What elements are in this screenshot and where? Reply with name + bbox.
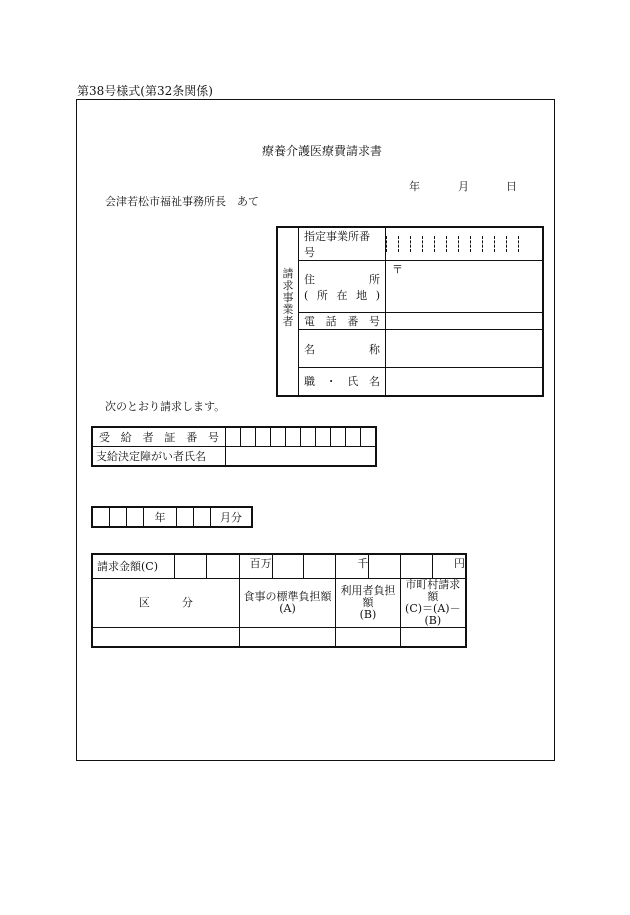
recipient-id-digit[interactable] <box>346 427 361 447</box>
period-year-label: 年 <box>144 507 177 527</box>
recipient-id-digit[interactable] <box>256 427 271 447</box>
address-field[interactable] <box>386 261 544 313</box>
amount-digit[interactable] <box>207 554 240 578</box>
amount-table <box>91 553 467 648</box>
recipient-id-label: 受給者証番号 <box>92 427 226 447</box>
year-digit[interactable] <box>127 507 144 527</box>
amount-digit[interactable] <box>369 554 400 578</box>
recipient-name-field[interactable] <box>226 447 377 467</box>
amount-digit[interactable] <box>303 554 335 578</box>
date-day-label: 日 <box>506 180 517 193</box>
recipient-id-digit[interactable] <box>331 427 346 447</box>
address-label: 住所 (所在地) <box>299 261 386 313</box>
user-burden-cell[interactable] <box>336 627 400 647</box>
office-number-label: 指定事業所番号 <box>299 227 386 261</box>
date-year-label: 年 <box>409 180 420 193</box>
recipient-id-digit[interactable] <box>361 427 377 447</box>
col-municipal-claim: 市町村請求額 (C)＝(A)－(B) <box>400 578 466 627</box>
period-month-label: 月分 <box>211 507 253 527</box>
billing-period-box <box>91 506 253 528</box>
recipient-id-digit[interactable] <box>271 427 286 447</box>
recipient-id-digit[interactable] <box>241 427 256 447</box>
name-field[interactable] <box>386 330 544 368</box>
amount-digit[interactable] <box>400 554 432 578</box>
requester-vertical-label: 請求事業者 <box>277 227 299 396</box>
recipient-id-digit[interactable] <box>301 427 316 447</box>
unit-yen: 円 <box>433 554 466 578</box>
municipal-claim-cell[interactable] <box>400 627 466 647</box>
amount-digit[interactable] <box>272 554 303 578</box>
year-digit[interactable] <box>92 507 110 527</box>
name-label: 名称 <box>299 330 386 368</box>
requester-table <box>276 226 544 397</box>
unit-million: 百万 <box>239 554 272 578</box>
postal-mark: 〒 <box>392 263 403 276</box>
col-meal-standard: 食事の標準負担額 (A) <box>239 578 336 627</box>
recipient-id-digit[interactable] <box>226 427 241 447</box>
amount-digit[interactable] <box>175 554 207 578</box>
phone-field[interactable] <box>386 313 544 330</box>
meal-standard-cell[interactable] <box>239 627 336 647</box>
recipient-table <box>91 426 377 467</box>
intro-text: 次のとおり請求します。 <box>105 400 226 413</box>
title-name-label: 職・氏名 <box>299 368 386 396</box>
col-category: 区分 <box>92 578 239 627</box>
office-number-input[interactable] <box>386 227 544 261</box>
title-name-field[interactable] <box>386 368 544 396</box>
category-cell[interactable] <box>92 627 239 647</box>
form-title: 療養介護医療費請求書 <box>261 144 382 158</box>
recipient-id-digit[interactable] <box>286 427 301 447</box>
month-digit[interactable] <box>177 507 194 527</box>
year-digit[interactable] <box>110 507 127 527</box>
col-user-burden: 利用者負担額 (B) <box>336 578 400 627</box>
date-month-label: 月 <box>458 180 469 193</box>
month-digit[interactable] <box>194 507 211 527</box>
phone-label: 電話番号 <box>299 313 386 330</box>
unit-thousand: 千 <box>336 554 369 578</box>
amount-label: 請求金額(C) <box>92 554 175 578</box>
recipient-name-label: 支給決定障がい者氏名 <box>92 447 226 467</box>
addressee: 会津若松市福祉事務所長 あて <box>105 195 259 208</box>
recipient-id-digit[interactable] <box>316 427 331 447</box>
form-number: 第38号様式(第32条関係) <box>77 84 213 98</box>
